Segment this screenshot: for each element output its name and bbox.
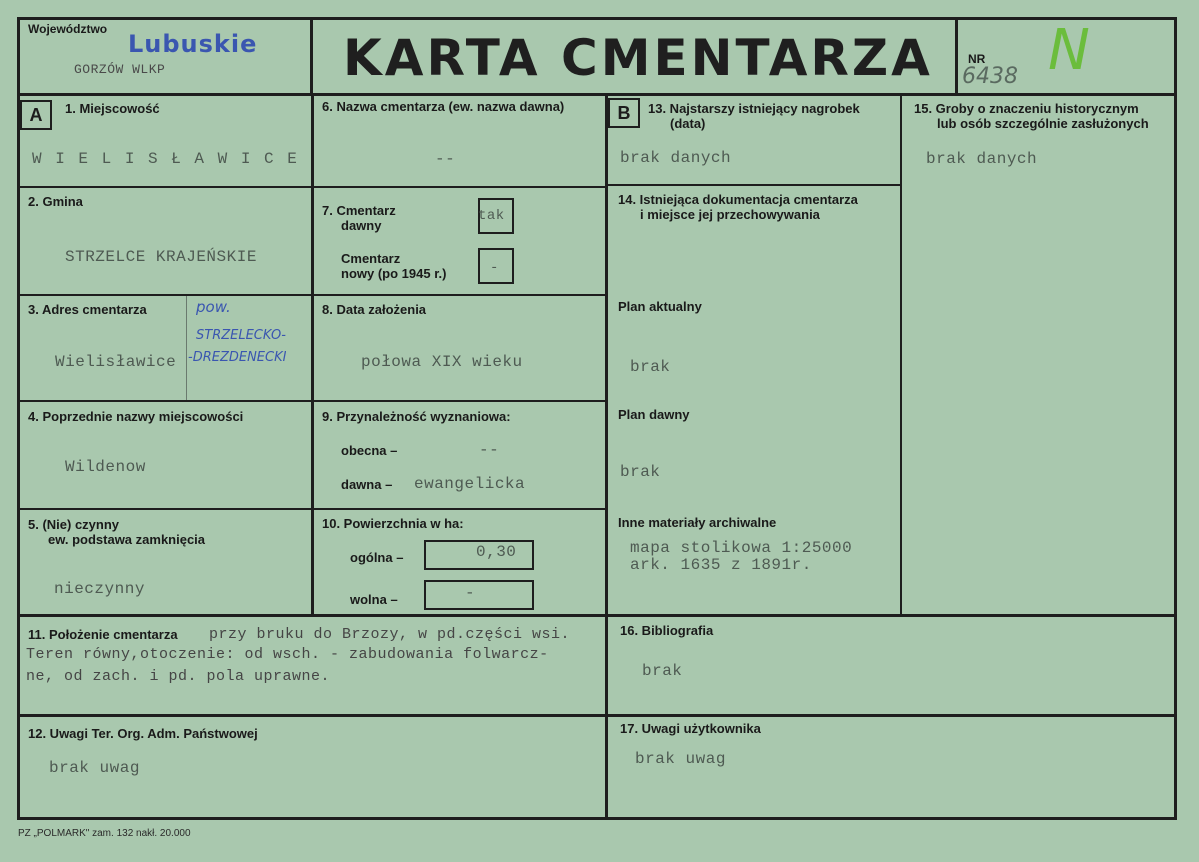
row-line-3 — [17, 400, 607, 402]
inne-materialy-line-2: ark. 1635 z 1891r. — [630, 556, 812, 574]
field-9-label: 9. Przynależność wyznaniowa: — [322, 409, 511, 424]
plan-aktualny-label: Plan aktualny — [618, 299, 702, 314]
field-12-label: 12. Uwagi Ter. Org. Adm. Państwowej — [28, 726, 258, 741]
field-7-label-1: 7. Cmentarz — [322, 203, 396, 218]
nr-handwritten: 6438 — [962, 64, 1018, 89]
field-7-label-2: dawny — [341, 218, 382, 233]
nr-letter: N — [1048, 18, 1090, 83]
field-11-line-1: przy bruku do Brzozy, w pd.części wsi. — [209, 626, 571, 643]
field-7-box-nowy-value: - — [490, 260, 499, 276]
nr-label: NR — [968, 52, 986, 66]
field-9-dawna-value: ewangelicka — [414, 475, 526, 493]
field-2-value: STRZELCE KRAJEŃSKIE — [65, 248, 257, 266]
field-5-label-2: ew. podstawa zamknięcia — [48, 532, 206, 547]
field-15-value: brak danych — [926, 150, 1038, 168]
field-13-label-1: 13. Najstarszy istniejący nagrobek — [648, 101, 860, 116]
header-bottom-line — [17, 93, 1177, 96]
frame-top — [17, 17, 1177, 20]
col-div-2 — [605, 93, 608, 820]
field-13-label-2: (data) — [670, 116, 706, 131]
row-line-6 — [17, 714, 1177, 717]
field-7-label-4: nowy (po 1945 r.) — [341, 266, 447, 281]
field-15-label-1: 15. Groby o znaczeniu historycznym — [914, 101, 1139, 116]
field-7-label-3: Cmentarz — [341, 251, 401, 266]
field-16-value: brak — [642, 662, 683, 680]
field-3-value: Wielisławice — [55, 353, 177, 371]
field-3-hand-1: pow. — [196, 298, 231, 316]
field-10-wolna-box — [424, 580, 534, 610]
field-9-obecna-label: obecna – — [341, 443, 398, 458]
field-10-label: 10. Powierzchnia w ha: — [322, 516, 464, 531]
field-11-label: 11. Położenie cmentarza — [28, 627, 178, 642]
field-10-wolna-label: wolna – — [350, 592, 398, 607]
field-5-value: nieczynny — [54, 580, 145, 598]
plan-dawny-label: Plan dawny — [618, 407, 690, 422]
frame-left — [17, 17, 20, 820]
field-17-value: brak uwag — [635, 750, 726, 768]
voivodeship-stamp: Lubuskie — [128, 30, 258, 58]
field-4-value: Wildenow — [65, 458, 146, 476]
field-11-line-2: Teren równy,otoczenie: od wsch. - zabudowania folwarcz- — [26, 646, 549, 663]
row-line-5 — [17, 614, 1177, 617]
field-13-value: brak danych — [620, 149, 732, 167]
field-1-label: 1. Miejscowość — [65, 101, 160, 116]
header-div-1 — [310, 17, 313, 96]
inne-materialy-line-1: mapa stolikowa 1:25000 — [630, 539, 853, 557]
b-row-line-1 — [605, 184, 902, 186]
addr-div — [186, 296, 187, 400]
row-line-1 — [17, 186, 607, 188]
frame-bottom — [17, 817, 1177, 820]
plan-aktualny-value: brak — [630, 358, 671, 376]
col-div-3 — [900, 93, 902, 616]
field-6-label: 6. Nazwa cmentarza (ew. nazwa dawna) — [322, 99, 565, 114]
field-10-wolna-value: - — [465, 584, 476, 602]
field-14-label-1: 14. Istniejąca dokumentacja cmentarza — [618, 192, 858, 207]
field-17-label: 17. Uwagi użytkownika — [620, 721, 761, 736]
field-4-label: 4. Poprzednie nazwy miejscowości — [28, 409, 244, 424]
field-2-label: 2. Gmina — [28, 194, 83, 209]
page-title: KARTA CMENTARZA — [343, 29, 933, 87]
col-div-1 — [311, 93, 314, 616]
field-9-obecna-value: -- — [479, 441, 500, 459]
section-b-box: B — [608, 98, 640, 128]
field-6-value: -- — [435, 150, 456, 168]
wojewodztwo-label: Województwo — [28, 22, 108, 36]
row-line-2 — [17, 294, 607, 296]
section-a-box: A — [20, 100, 52, 130]
field-1-value: W I E L I S Ł A W I C E — [32, 150, 299, 168]
field-3-hand-3: -DREZDENECKI — [188, 350, 287, 365]
field-12-value: brak uwag — [49, 759, 140, 777]
field-5-label-1: 5. (Nie) czynny — [28, 517, 120, 532]
row-line-4 — [17, 508, 607, 510]
field-3-hand-2: STRZELECKO- — [196, 328, 286, 343]
field-8-value: połowa XIX wieku — [361, 353, 523, 371]
field-14-label-2: i miejsce jej przechowywania — [640, 207, 820, 222]
field-9-dawna-label: dawna – — [341, 477, 393, 492]
field-3-label: 3. Adres cmentarza — [28, 302, 147, 317]
field-10-ogolna-value: 0,30 — [476, 543, 517, 561]
field-10-ogolna-label: ogólna – — [350, 550, 404, 565]
frame-right — [1174, 17, 1177, 820]
field-7-box-dawny-value: tak — [478, 208, 505, 224]
plan-dawny-value: brak — [620, 463, 661, 481]
field-8-label: 8. Data założenia — [322, 302, 427, 317]
field-15-label-2: lub osób szczególnie zasłużonych — [937, 116, 1149, 131]
print-footer: PZ „POLMARK" zam. 132 nakł. 20.000 — [18, 828, 191, 839]
inne-materialy-label: Inne materiały archiwalne — [618, 515, 777, 530]
field-11-line-3: ne, od zach. i pd. pola uprawne. — [26, 668, 331, 685]
header-div-2 — [955, 17, 958, 96]
field-16-label: 16. Bibliografia — [620, 623, 714, 638]
typed-voivodeship: GORZÓW WLKP — [74, 62, 166, 77]
